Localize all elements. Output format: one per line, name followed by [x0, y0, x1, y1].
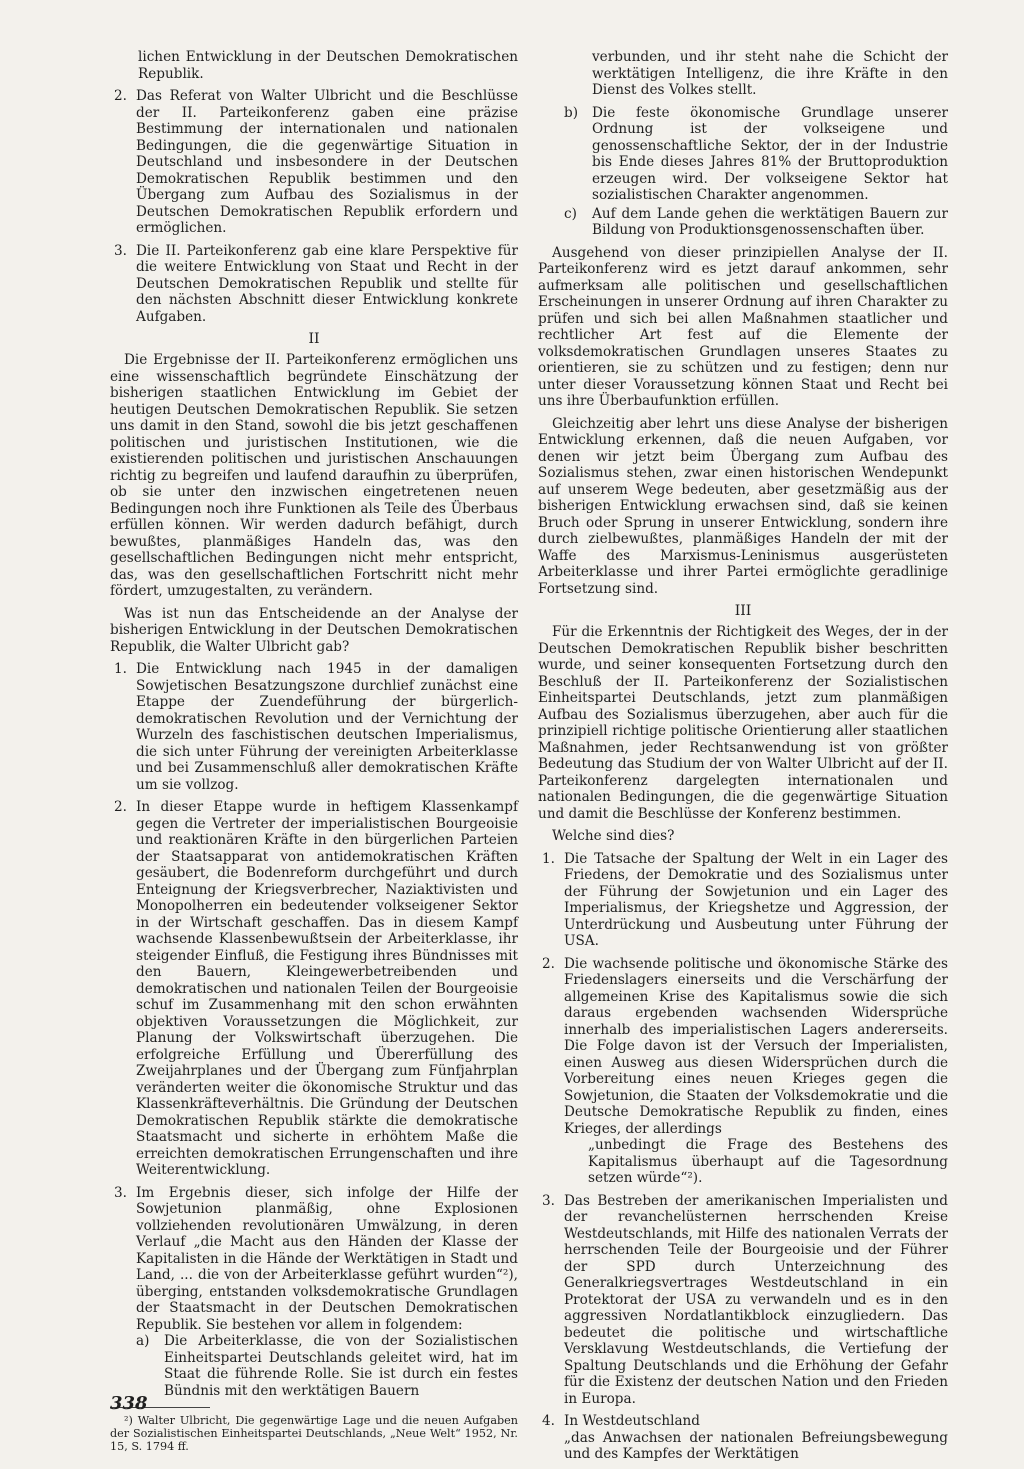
page-number: 338 — [110, 1393, 148, 1414]
list-number: 1. — [114, 661, 127, 677]
section-heading-II: II — [308, 331, 320, 347]
sub-list-text: Die feste ökonomische Grundlage unserer Ordnung ist der volkseigene und genossenschaftliche Sektor, der in der Industrie bis Ende dieses Jahres 81% der Bruttoproduktion erzeugen wird. Der volkseigene Sektor hat sozialistischen Charakter angenommen. — [592, 104, 948, 203]
list-number: 3. — [114, 242, 127, 259]
list-item — [538, 1193, 948, 1408]
list-item — [110, 799, 518, 1179]
paragraph: Für die Erkenntnis der Richtigkeit des Weges, der in der Deutschen Demokratischen Republik bisher beschritten wurde, und seiner konsequenten Fortsetzung durch den Beschluß der II. Parteikonferenz der Sozialistischen Einheitspartei Deutschlands, jetzt zum planmäßigen Aufbau des Sozialismus überzugehen, aber auch für die prinzipiell richtige politische Orientierung aller staatlichen Maßnahmen, jeder Rechtsanwendung ist von größter Bedeutung das Studium der von Walter Ulbricht auf der II. Parteikonferenz dargelegten internationalen und nationalen Bedingungen, die die gegenwärtige Situation und damit die Beschlüsse der Konferenz bestimmen. — [538, 624, 948, 822]
paragraph: Welche sind dies? — [552, 828, 675, 844]
list-item — [110, 243, 518, 326]
left-column — [110, 49, 518, 1453]
paragraph: Die Ergebnisse der II. Parteikonferenz ermöglichen uns eine wissenschaftlich begründete Einschätzung der bisherigen staatlichen Entwicklung im Gebiet der heutigen Deutschen Demokratischen Republik. Sie setzen uns damit in den Stand, sowohl die bis jetzt geschaffenen politischen und juristischen Institutionen, wie die existierenden politischen und juristischen Anschauungen richtig zu begreifen und laufend daraufhin zu überprüfen, ob sie unter den inzwischen eingetretenen neuen Bedingungen noch ihre Funktionen als Teile des Überbaus erfüllen können. Wir werden dadurch befähigt, durch bewußtes, planmäßiges Handeln das, was den gesellschaftlichen Bedingungen nicht mehr entspricht, das, was den gesellschaftlichen Fortschritt nicht mehr fördert, umzugestalten, zu verändern. — [110, 352, 518, 599]
list-item — [538, 1413, 948, 1430]
sub-list-letter: b) — [564, 104, 579, 121]
list-number: 3. — [114, 1184, 127, 1201]
list-text: Die II. Parteikonferenz gab eine klare Perspektive für die weitere Entwicklung von Staat und Recht in der Deutschen Demokratischen Republik und stellte für den nächsten Abschnitt dieser Entwicklung konkrete Aufgaben. — [136, 242, 518, 325]
sub-a-continuation: verbunden, und ihr steht nahe die Schicht der werktätigen Intelligenz, die ihre Kräfte in den Dienst des Volkes stellt. — [592, 49, 948, 98]
list-text: In dieser Etappe wurde in heftigem Klassenkampf gegen die Vertreter der imperialistischen Bourgeoisie und reaktionären Kräfte in den bürgerlichen Parteien der Staatsapparat von antidemokratischen Kräften gesäubert, die Bodenreform durchgeführt und durch Enteignung der Kriegsverbrecher, Naziaktivisten und Monopolherren ein bedeutender volkseigener Sektor in der Wirtschaft geschaffen. Das in diesem Kampf wachsende Klassenbewußtsein der Arbeiterklasse, ihr steigender Einfluß, die Festigung ihres Bündnisses mit den Bauern, Kleingewerbetreibenden und demokratischen und nationalen Teilen der Bourgeoisie schuf im Zusammenhang mit den schon erwähnten objektiven Voraussetzungen die Möglichkeit, zur Planung der Volkswirtschaft überzugehen. Die erfolgreiche Erfüllung und Übererfüllung des Zweijahrplanes und der Übergang zum Fünfjahrplan veränderten weiter die ökonomische Struktur und das Klassenkräfteverhältnis. Die Gründung der Deutschen Demokratischen Republik stärkte die demokratische Staatsmacht und sicherte in erhöhtem Maße die erreichten demokratischen Errungenschaften und ihre Weiterentwicklung. — [136, 799, 518, 1178]
list-item — [538, 956, 948, 1138]
item-1-continuation: lichen Entwicklung in der Deutschen Demokratischen Republik. — [138, 49, 518, 82]
list-text: Das Referat von Walter Ulbricht und die Beschlüsse der II. Parteikonferenz gaben eine präzise Bestimmung der internationalen und nationalen Bedingungen, die die gegenwärtige Situation in Deutschland und insbesondere in der Deutschen Demokratischen Republik bestimmen und den Übergang zum Aufbau des Sozialismus in der Deutschen Demokratischen Republik erfordern und ermöglichen. — [136, 88, 518, 236]
list-text: Die wachsende politische und ökonomische Stärke des Friedenslagers einerseits und die Verschärfung der allgemeinen Krise des Kapitalismus sowie die sich daraus ergebenden wachsenden Widersprüche innerhalb des imperialistischen Lagers andererseits. Die Folge davon ist der Versuch der Imperialisten, einen Ausweg aus diesen Widersprüchen durch die Vorbereitung eines neuen Krieges gegen die Sowjetunion, die Staaten der Volksdemokratie und die Deutsche Demokratische Republik zu finden, eines Krieges, der allerdings — [564, 955, 948, 1137]
paragraph: Was ist nun das Entscheidende an der Analyse der bisherigen Entwicklung in der Deutschen Demokratischen Republik, die Walter Ulbricht gab? — [110, 605, 518, 655]
sub-list-letter: a) — [136, 1333, 150, 1349]
footnote: ²) Walter Ulbricht, Die gegenwärtige Lage und die neuen Aufgaben der Sozialistischen Einheitspartei Deutschlands, „Neue Welt“ 1952, Nr. 15, S. 1794 ff. — [110, 1414, 518, 1453]
sub-list-item — [564, 206, 948, 239]
sub-list-item — [564, 105, 948, 204]
list-number: 3. — [542, 1192, 555, 1209]
list-number: 4. — [542, 1413, 555, 1429]
list-item — [538, 851, 948, 950]
list-text: Das Bestreben der amerikanischen Imperialisten und der revanchelüsternen herrschenden Kreise Westdeutschlands, mit Hilfe des nationalen Verrats der herrschenden Teile der Bourgeoisie und der Führer der SPD durch Unterzeichnung des Generalkriegsvertrages Westdeutschland in ein Protektorat der USA zu verwandeln und es in den aggressiven Nordatlantikblock einzugliedern. Das bedeutet die politische und wirtschaftliche Versklavung Westdeutschlands, die Vertiefung der Spaltung Deutschlands und die Erhöhung der Gefahr für die Existenz der deutschen Nation und den Frieden in Europa. — [564, 1192, 948, 1407]
block-quote: „unbedingt die Frage des Bestehens des Kapitalismus überhaupt auf die Tagesordnung setzen würde“²). — [588, 1137, 948, 1186]
list-text: Die Entwicklung nach 1945 in der damaligen Sowjetischen Besatzungszone durchlief zunächst eine Etappe der Zuendeführung der bürgerlich-demokratischen Revolution und der Vernichtung der Wurzeln des faschistischen deutschen Imperialismus, die sich unter Führung der vereinigten Arbeiterklasse und bei Zusammenschluß aller demokratischen Kräfte um sie vollzog. — [136, 661, 518, 793]
list-item — [110, 661, 518, 793]
list-text: Im Ergebnis dieser, sich infolge der Hilfe der Sowjetunion planmäßig, ohne Explosionen vollziehenden revolutionären Umwälzung, in deren Verlauf „die Macht aus den Händen der Klasse der Kapitalisten in die Hände der Werktätigen in Stadt und Land, ... die von der Arbeiterklasse geführt wurden“²), überging, entstanden volksdemokratische Grundlagen der Staatsmacht in der Deutschen Demokratischen Republik. Sie bestehen vor allem in folgendem: — [136, 1184, 518, 1333]
sub-list-item — [136, 1333, 518, 1399]
paragraph: Gleichzeitig aber lehrt uns diese Analyse der bisherigen Entwicklung erkennen, daß die neuen Aufgaben, vor denen wir jetzt beim Übergang zum Aufbau des Sozialismus stehen, zwar einen historischen Wendepunkt auf unserem Wege bedeuten, aber gesetzmäßig aus der bisherigen Entwicklung erwachsen sind, daß sie keinen Bruch oder Sprung in unserer Entwicklung, sondern ihre durch zielbewußtes, planmäßiges Handeln der mit der Waffe des Marxismus-Leninismus ausgerüsteten Arbeiterklasse und ihrer Partei ermöglichte geradlinige Fortsetzung sind. — [538, 415, 948, 597]
list-number: 2. — [114, 88, 127, 104]
list-number: 2. — [114, 799, 127, 815]
list-text: Die Tatsache der Spaltung der Welt in ein Lager des Friedens, der Demokratie und des Sozialismus unter der Führung der Sowjetunion und ein Lager des Imperialismus, der Kriegshetze und Aggression, der Unterdrückung und Ausbeutung unter Führung der USA. — [564, 850, 948, 949]
list-number: 2. — [542, 955, 555, 972]
sub-list-text: Auf dem Lande gehen die werktätigen Bauern zur Bildung von Produktionsgenossenschaften über. — [592, 205, 948, 238]
section-heading-III: III — [734, 603, 752, 619]
list-number: 1. — [542, 850, 555, 867]
paragraph: Ausgehend von dieser prinzipiellen Analyse der II. Parteikonferenz wird es jetzt darauf ankommen, sehr aufmerksam alle politischen und gesellschaftlichen Erscheinungen in unserer Ordnung auf ihren Charakter zu prüfen und sich bei allen Maßnahmen staatlicher und rechtlicher Art fest auf die Elemente der volksdemokratischen Grundlagen unseres Staates zu orientieren, sie zu schützen und zu festigen; denn nur unter dieser Voraussetzung können Staat und Recht bei uns ihre Überbaufunktion erfüllen. — [538, 244, 948, 409]
sub-list-letter: c) — [564, 205, 577, 222]
list-text: In Westdeutschland — [564, 1413, 701, 1429]
list-item — [110, 1185, 518, 1400]
right-column — [538, 49, 948, 1469]
block-quote: „das Anwachsen der nationalen Befreiungsbewegung und des Kampfes der Werktätigen — [564, 1429, 948, 1462]
list-item — [110, 88, 518, 237]
sub-list-text: Die Arbeiterklasse, die von der Sozialistischen Einheitspartei Deutschlands geleitet wird, hat im Staat die führende Rolle. Sie ist durch ein festes Bündnis mit den werktätigen Bauern — [164, 1333, 518, 1399]
